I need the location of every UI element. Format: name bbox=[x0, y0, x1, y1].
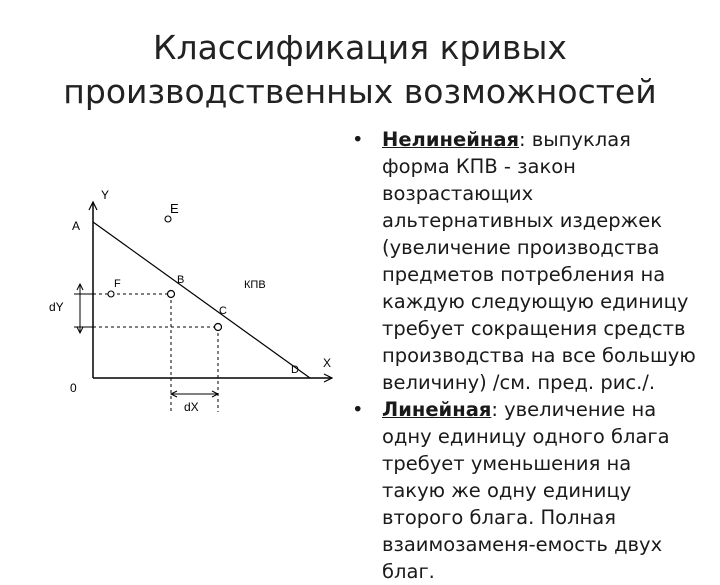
point-c-label: C bbox=[219, 305, 227, 317]
dy-label: dY bbox=[49, 300, 64, 314]
point-e-marker bbox=[165, 216, 171, 222]
slide-title bbox=[0, 26, 720, 114]
ppf-diagram bbox=[40, 180, 390, 420]
point-f-label: F bbox=[114, 278, 121, 290]
bullet-text: : выпуклая форма КПВ - закон возрастающих альтернативных издержек (увеличение производства предметов потребления на каждую следующую единицу требует сокращения средств производства на все большую величину) /см. пред. рис./. bbox=[382, 128, 696, 394]
point-c-marker bbox=[215, 324, 222, 331]
x-axis-label: X bbox=[323, 356, 332, 370]
bullet-dot: • bbox=[352, 128, 364, 151]
point-e-label: E bbox=[170, 201, 179, 216]
bullet-dot: • bbox=[352, 398, 364, 421]
point-f-marker bbox=[108, 291, 114, 297]
title-line-2: производственных возможностей bbox=[63, 72, 657, 111]
point-b-label: B bbox=[177, 274, 185, 286]
title-line-1: Классификация кривых bbox=[153, 28, 567, 67]
ppf-line bbox=[93, 222, 310, 378]
y-axis-label: Y bbox=[101, 188, 110, 202]
bullet-nonlinear bbox=[352, 126, 697, 396]
point-b-marker bbox=[168, 291, 175, 298]
curve-label: КПВ bbox=[244, 279, 266, 291]
point-a-label: A bbox=[72, 219, 81, 233]
bullet-text: : увеличение на одну единицу одного блага требует уменьшения на такую же одну единицу второго блага. Полная взаимозаменя-емость двух благ. bbox=[382, 398, 670, 583]
bullet-term: Линейная bbox=[382, 398, 492, 421]
point-d-label: D bbox=[291, 364, 299, 376]
bullet-linear bbox=[352, 396, 697, 585]
bullet-list bbox=[352, 126, 697, 585]
origin-label: 0 bbox=[70, 381, 77, 395]
dx-label: dX bbox=[184, 400, 199, 414]
bullet-term: Нелинейная bbox=[382, 128, 520, 151]
